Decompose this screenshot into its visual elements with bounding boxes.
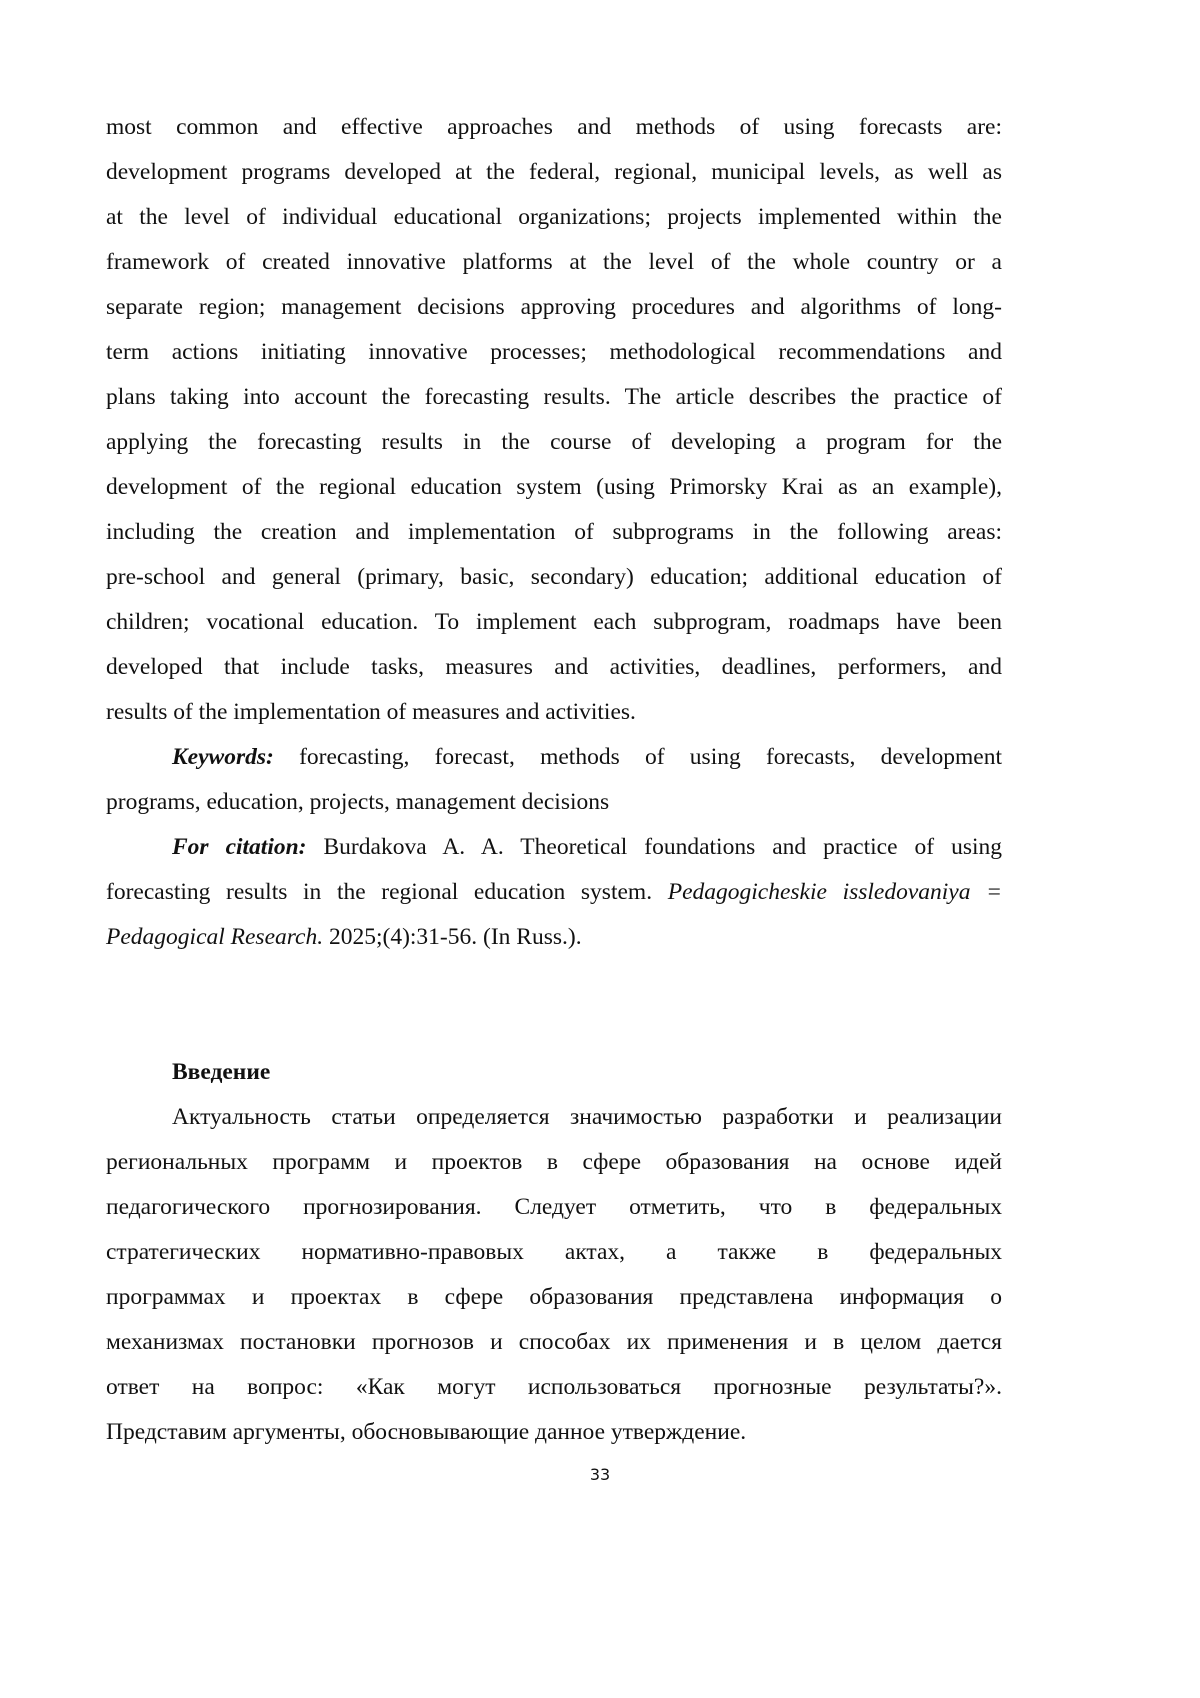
text-line: development of the regional education system (using Primorsky Krai as an example),	[106, 474, 1002, 500]
text-line	[106, 735, 1002, 780]
citation-text: Burdakova A. A. Theoretical foundations and practice of using	[306, 834, 1002, 860]
text-line: программах и проектах в сфере образования представлена информация о	[106, 1284, 1002, 1310]
text-line: Актуальность статьи определяется значимостью разработки и реализации	[172, 1104, 1002, 1130]
citation-label: For citation:	[172, 834, 307, 860]
text-line: at the level of individual educational organizations; projects implemented within the	[106, 204, 1002, 230]
text-line: plans taking into account the forecasting results. The article describes the practice of	[106, 384, 1002, 410]
text-line: including the creation and implementation of subprograms in the following areas:	[106, 519, 1002, 545]
text-line: separate region; management decisions approving procedures and algorithms of long-	[106, 294, 1002, 320]
citation-paragraph	[106, 825, 1002, 960]
text-line: term actions initiating innovative processes; methodological recommendations and	[106, 339, 1002, 365]
text-line: педагогического прогнозирования. Следует отметить, что в федеральных	[106, 1194, 1002, 1220]
text-line: региональных программ и проектов в сфере образования на основе идей	[106, 1149, 1002, 1175]
text-line: framework of created innovative platforms at the level of the whole country or a	[106, 249, 1002, 275]
page-body	[106, 105, 1002, 1455]
journal-name: Pedagogical Research.	[106, 924, 324, 950]
text-line: applying the forecasting results in the course of developing a program for the	[106, 429, 1002, 455]
keywords-paragraph	[106, 735, 1002, 825]
abstract-paragraph	[106, 105, 1002, 735]
section-heading: Введение	[172, 1059, 271, 1085]
page-number: 33	[589, 1465, 611, 1484]
text-line: developed that include tasks, measures and activities, deadlines, performers, and	[106, 654, 1002, 680]
citation-text: forecasting results in the regional education system.	[106, 879, 668, 905]
text-line: programs, education, projects, management decisions	[106, 789, 610, 815]
citation-text: 2025;(4):31-56. (In Russ.).	[323, 924, 582, 950]
text-line	[106, 825, 1002, 870]
text-line: results of the implementation of measures and activities.	[106, 699, 636, 725]
text-line: механизмах постановки прогнозов и способах их применения и в целом дается	[106, 1329, 1002, 1355]
journal-name: Pedagogicheskie issledovaniya =	[667, 879, 1002, 905]
text-line: стратегических нормативно-правовых актах, а также в федеральных	[106, 1239, 1002, 1265]
text-line: Представим аргументы, обосновывающие данное утверждение.	[106, 1419, 747, 1445]
text-line: pre-school and general (primary, basic, secondary) education; additional education of	[106, 564, 1002, 590]
text-line: development programs developed at the federal, regional, municipal levels, as well as	[106, 159, 1002, 185]
keywords-text: forecasting, forecast, methods of using forecasts, development	[273, 744, 1002, 770]
text-line: children; vocational education. To implement each subprogram, roadmaps have been	[106, 609, 1002, 635]
text-line: ответ на вопрос: «Как могут использоваться прогнозные результаты?».	[106, 1374, 1002, 1400]
text-line	[106, 870, 1002, 915]
text-line: most common and effective approaches and methods of using forecasts are:	[106, 114, 1002, 140]
keywords-label: Keywords:	[172, 744, 274, 770]
text-line	[106, 915, 1002, 960]
intro-paragraph	[106, 1095, 1002, 1455]
